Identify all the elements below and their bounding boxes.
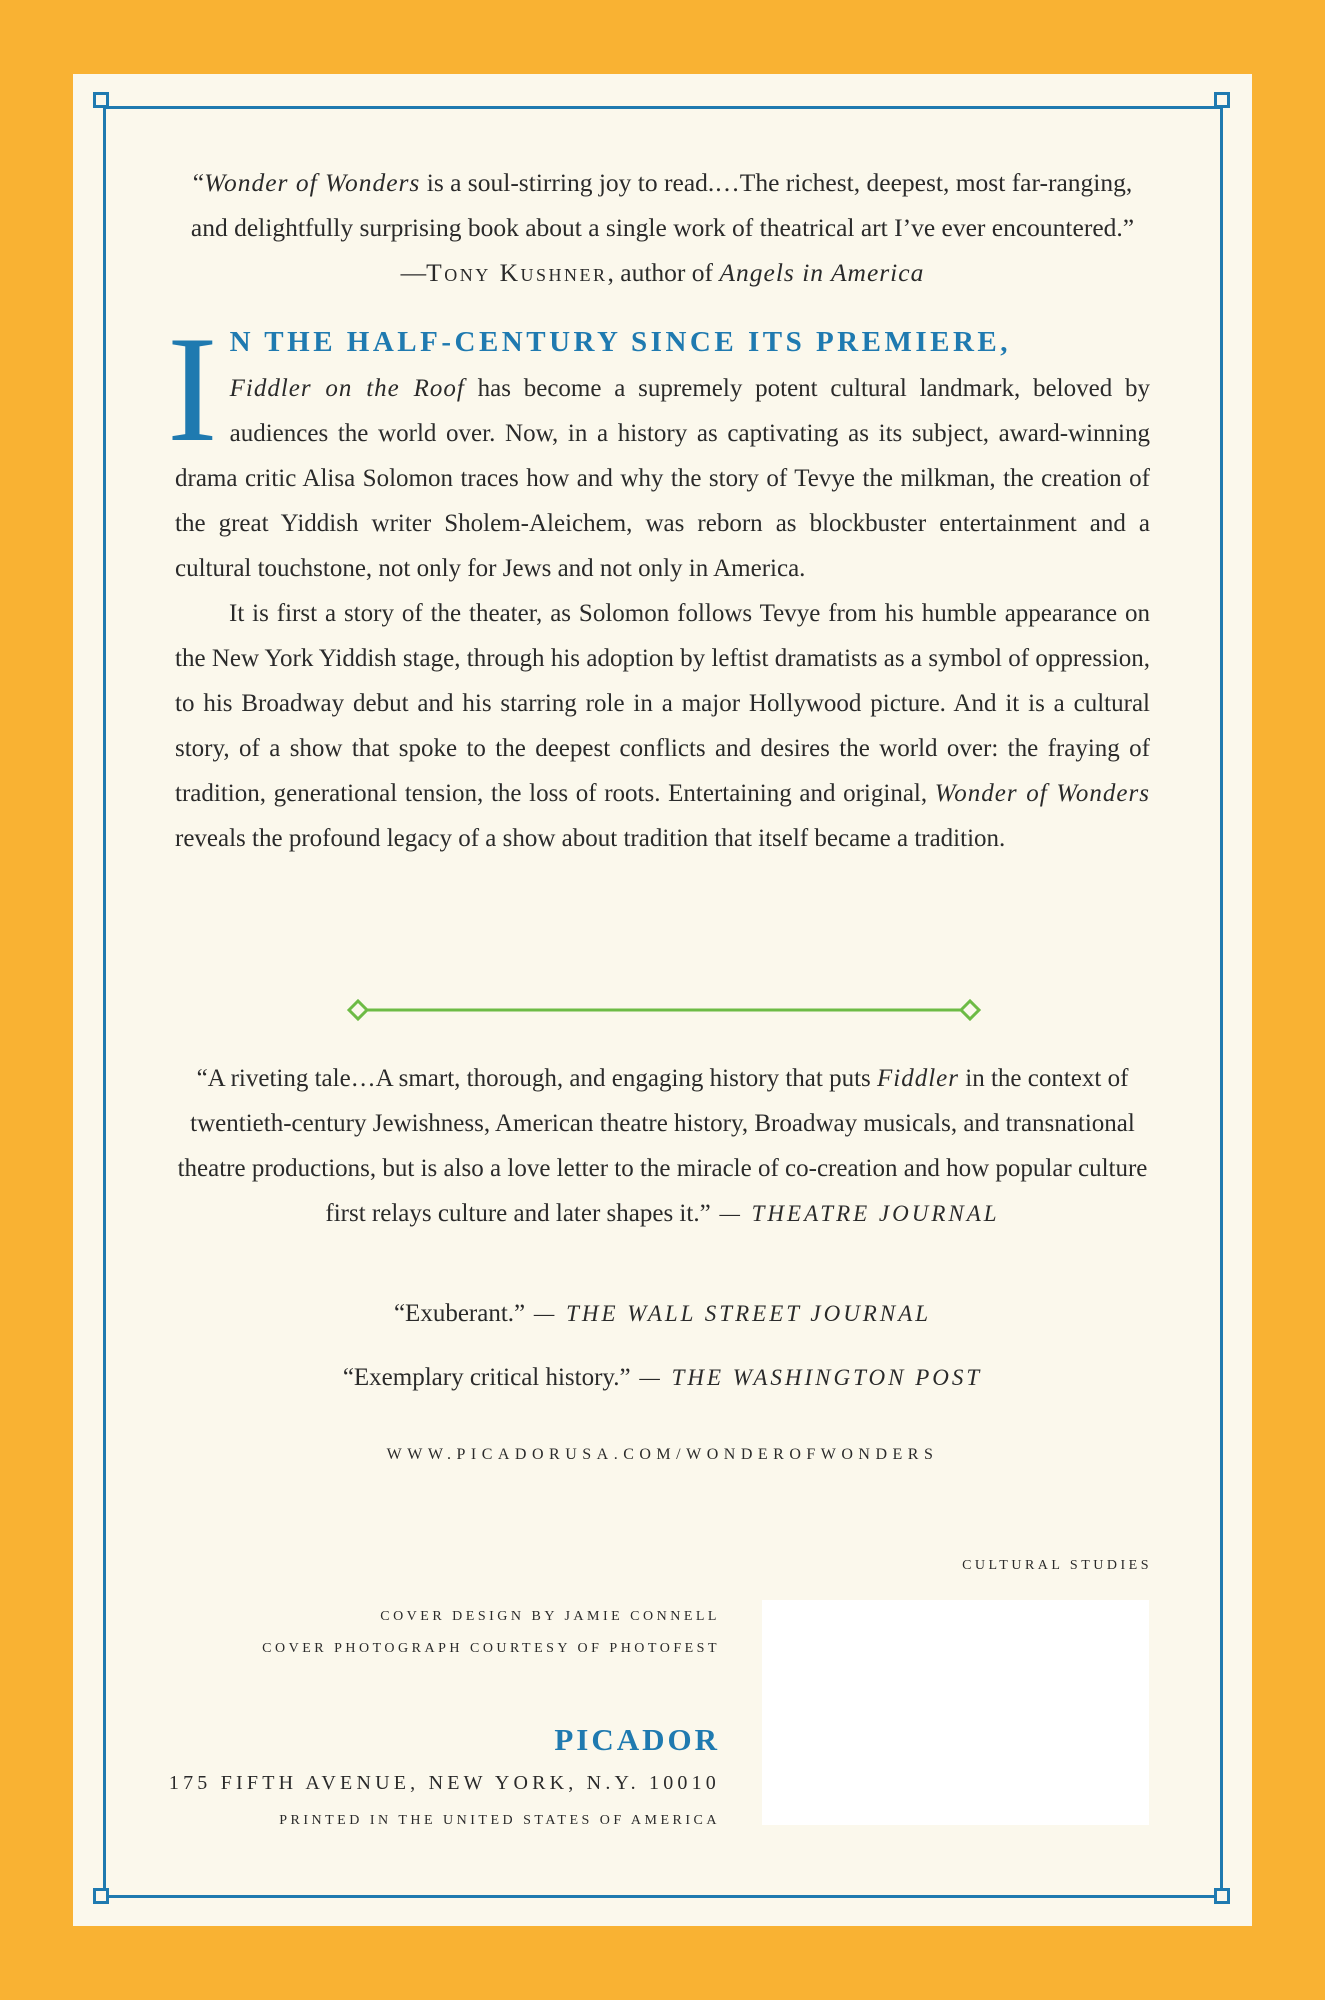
drop-cap: I — [167, 305, 218, 473]
quote-author: Tony Kushner — [426, 258, 608, 287]
cover-photo-credit: COVER PHOTOGRAPH COURTESY OF PHOTOFEST — [262, 1641, 720, 1656]
publisher-name: PICADOR — [554, 1722, 720, 1757]
quote-source: — THE WASHINGTON POST — [630, 1365, 983, 1390]
frame-corner-ornament — [93, 92, 109, 108]
cover-design-credit: COVER DESIGN BY JAMIE CONNELL — [380, 1609, 720, 1624]
publisher-address: 175 FIFTH AVENUE, NEW YORK, N.Y. 10010 — [168, 1772, 720, 1794]
lead-in-heading: N THE HALF-CENTURY SINCE ITS PREMIERE, — [229, 326, 1011, 358]
quote-source: — THE WALL STREET JOURNAL — [525, 1301, 932, 1326]
quote-book-title: Wonder of Wonders — [204, 168, 421, 197]
wsj-quote: “Exuberant.” — THE WALL STREET JOURNAL — [393, 1300, 932, 1327]
barcode-area — [762, 1600, 1149, 1825]
kushner-quote: “Wonder of Wonders is a soul-stirring joy to read.…The richest, deepest, most far-ranging, and delightfully surprising book about a single work of theatrical art I’ve ever encountered.” —Tony Kushner, author of Angels in America — [190, 168, 1135, 287]
description-title: Fiddler on the Roof — [229, 375, 465, 402]
website-url: WWW.PICADORUSA.COM/WONDEROFWONDERS — [386, 1446, 939, 1463]
ornamental-divider — [346, 998, 982, 1022]
frame-corner-ornament — [93, 1888, 109, 1904]
category-label: CULTURAL STUDIES — [962, 1558, 1152, 1573]
wapo-quote: “Exemplary critical history.” — THE WASHINGTON POST — [342, 1364, 983, 1391]
theatre-journal-quote: “A riveting tale…A smart, thorough, and engaging history that puts Fiddler in the context of twentieth-century Jewishness, American theatre history, Broadway musicals, and transnational theatre productions, but is also a love letter to the miracle of co-creation and how popular culture first relays culture and later shapes it.” — THEATRE JOURNAL — [177, 1065, 1148, 1227]
printed-in: PRINTED IN THE UNITED STATES OF AMERICA — [279, 1813, 720, 1828]
book-description: I N THE HALF-CENTURY SINCE ITS PREMIERE, Fiddler on the Roof has become a supremely potent cultural landmark, beloved by audiences the world over. Now, in a history as captivating as its subject, award-winning drama critic Alisa Solomon traces how and why the story of Tevye the milkman, the creation of the great Yiddish writer Sholem-Aleichem, was reborn as blockbuster entertainment and a cultural touchstone, not only for Jews and not only in America. It is first a story of the theater, as Solomon follows Tevye from his humble appearance on the New York Yiddish stage, through his adoption by leftist dramatists as a symbol of oppression, to his Broadway debut and his starring role in a major Hollywood picture. And it is a cultural story, of a show that spoke to the deepest conflicts and desires the world over: the fraying of tradition, generational tension, the loss of roots. Entertaining and original, Wonder of Wonders reveals the profound legacy of a show about tradition that itself became a tradition. — [167, 305, 1150, 852]
quote-source: — THEATRE JOURNAL — [710, 1201, 1000, 1226]
quote-author-work: Angels in America — [719, 258, 925, 287]
frame-corner-ornament — [1214, 1888, 1230, 1904]
frame-corner-ornament — [1214, 92, 1230, 108]
